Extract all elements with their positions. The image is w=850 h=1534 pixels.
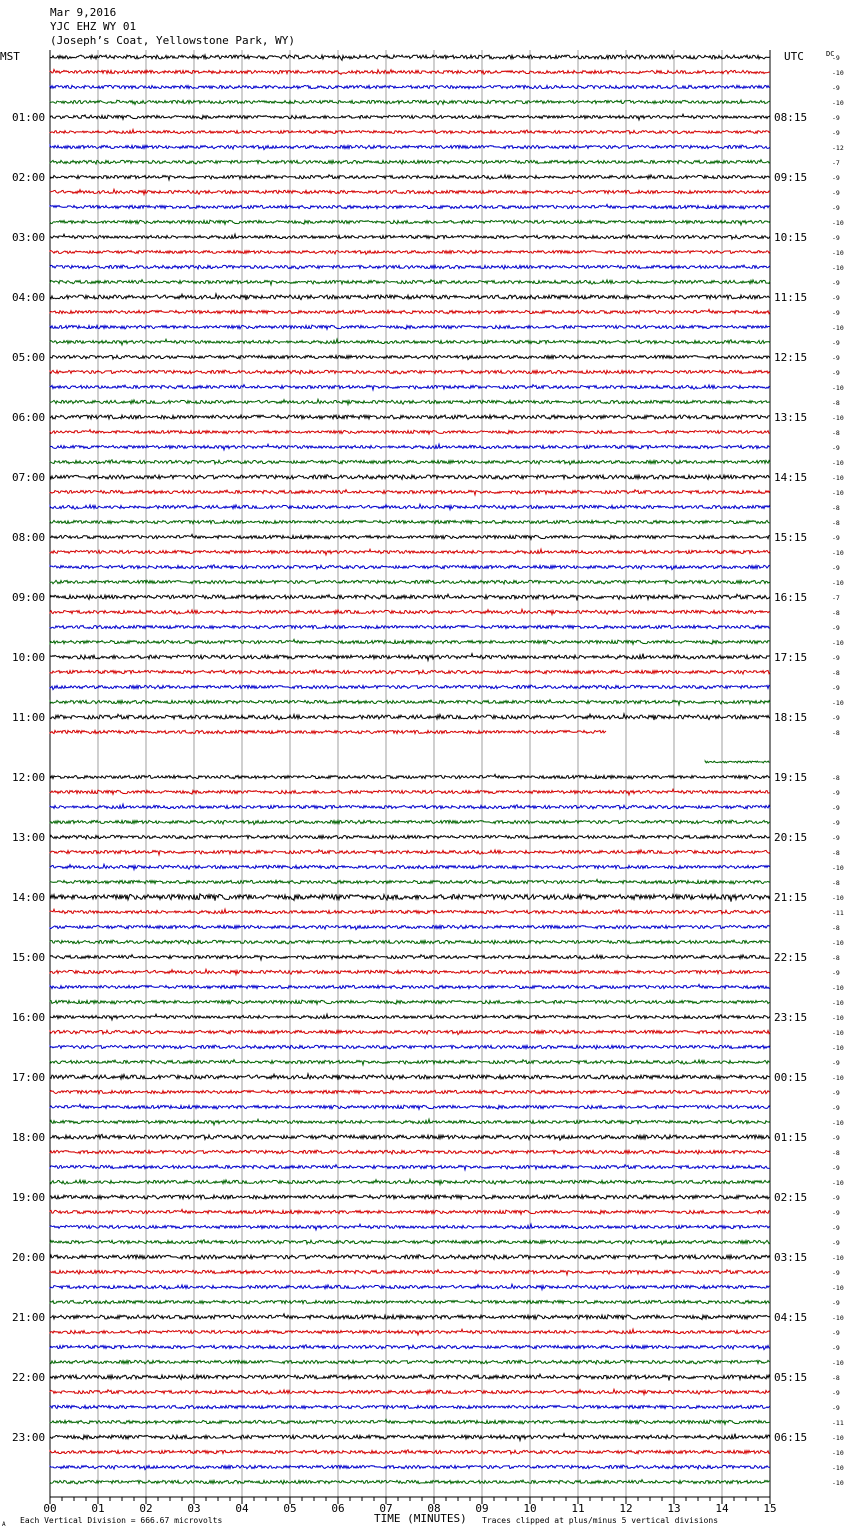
dc-offset-label: -7 xyxy=(832,594,840,602)
seismic-trace xyxy=(50,1224,770,1230)
dc-offset-label: -9 xyxy=(832,114,840,122)
mst-hour-label: 07:00 xyxy=(12,471,46,484)
seismic-trace xyxy=(50,894,770,902)
dc-offset-label: -9 xyxy=(832,624,840,632)
dc-offset-label: -8 xyxy=(832,924,840,932)
dc-offset-label: -9 xyxy=(832,1404,840,1412)
seismic-trace xyxy=(50,1119,770,1125)
dc-offset-label: -9 xyxy=(832,1329,840,1337)
dc-offset-label: -10 xyxy=(832,1029,844,1037)
seismic-trace xyxy=(50,984,770,988)
seismic-trace xyxy=(50,879,770,884)
x-tick-label: 01 xyxy=(91,1502,105,1515)
seismic-trace xyxy=(50,504,770,509)
utc-hour-label: 22:15 xyxy=(774,951,808,964)
seismic-trace xyxy=(50,220,770,225)
dc-offset-label: -10 xyxy=(832,1254,844,1262)
utc-hour-label: 08:15 xyxy=(774,111,808,124)
dc-offset-label: -10 xyxy=(832,579,844,587)
dc-offset-label: -8 xyxy=(832,849,840,857)
seismic-trace xyxy=(50,609,770,614)
dc-offset-label: -9 xyxy=(832,1089,840,1097)
seismic-trace xyxy=(50,1450,770,1454)
seismic-trace xyxy=(50,129,770,133)
dc-offset-label: -10 xyxy=(832,699,844,707)
dc-offset-label: -9 xyxy=(832,1059,840,1067)
seismic-trace xyxy=(50,1000,770,1004)
dc-offset-label: -9 xyxy=(832,804,840,812)
seismic-trace xyxy=(50,475,770,480)
utc-hour-label: 11:15 xyxy=(774,291,808,304)
seismic-trace xyxy=(50,1345,770,1350)
utc-hour-label: 01:15 xyxy=(774,1131,808,1144)
x-tick-label: 00 xyxy=(43,1502,57,1515)
seismic-trace xyxy=(50,114,770,120)
seismic-trace xyxy=(50,294,770,300)
mst-hour-label: 15:00 xyxy=(12,951,46,964)
seismic-trace xyxy=(50,1389,770,1394)
utc-hour-label: 04:15 xyxy=(774,1311,808,1324)
dc-offset-label: -9 xyxy=(832,354,840,362)
dc-offset-label: -8 xyxy=(832,774,840,782)
seismic-trace xyxy=(50,444,770,450)
mst-hour-label: 10:00 xyxy=(12,651,46,664)
dc-offset-label: -9 xyxy=(832,294,840,302)
utc-hour-label: 16:15 xyxy=(774,591,808,604)
x-tick-label: 14 xyxy=(715,1502,729,1515)
dc-offset-label: -10 xyxy=(832,939,844,947)
seismic-trace xyxy=(50,1179,770,1184)
dc-offset-label: -10 xyxy=(832,984,844,992)
dc-offset-label: -8 xyxy=(832,519,840,527)
seismic-trace xyxy=(50,864,770,869)
utc-hour-label: 12:15 xyxy=(774,351,808,364)
seismic-trace xyxy=(50,700,770,705)
seismic-trace xyxy=(50,1329,770,1335)
utc-hour-label: 18:15 xyxy=(774,711,808,724)
dc-offset-label: -9 xyxy=(832,1209,840,1217)
dc-offset-label: -8 xyxy=(832,729,840,737)
dc-offset-label: -10 xyxy=(832,264,844,272)
seismic-trace xyxy=(50,1255,770,1260)
utc-hour-label: 21:15 xyxy=(774,891,808,904)
dc-offset-label: -9 xyxy=(832,309,840,317)
x-tick-label: 11 xyxy=(571,1502,585,1515)
seismic-trace xyxy=(50,1104,770,1109)
seismic-trace xyxy=(50,385,770,390)
footer-corner-mark: A xyxy=(2,1521,6,1528)
seismic-trace xyxy=(50,325,770,329)
seismic-trace xyxy=(50,145,770,150)
seismic-trace xyxy=(50,55,770,60)
x-tick-label: 05 xyxy=(283,1502,297,1515)
mst-hour-label: 22:00 xyxy=(12,1371,46,1384)
x-tick-label: 06 xyxy=(331,1502,345,1515)
dc-offset-label: -8 xyxy=(832,1149,840,1157)
dc-offset-label: -9 xyxy=(832,174,840,182)
seismic-trace xyxy=(50,1374,770,1380)
mst-hour-label: 14:00 xyxy=(12,891,46,904)
seismic-trace xyxy=(50,370,770,374)
seismic-trace xyxy=(50,204,770,209)
dc-offset-label: -10 xyxy=(832,639,844,647)
mst-hour-label: 19:00 xyxy=(12,1191,46,1204)
seismic-trace xyxy=(50,1434,770,1441)
dc-offset-label: -10 xyxy=(832,549,844,557)
dc-offset-label: -10 xyxy=(832,1179,844,1187)
dc-offset-label: -10 xyxy=(832,1074,844,1082)
dc-offset-label: -8 xyxy=(832,504,840,512)
seismic-trace xyxy=(50,1030,770,1034)
dc-offset-label: -9 xyxy=(832,84,840,92)
mst-hour-label: 13:00 xyxy=(12,831,46,844)
x-tick-label: 07 xyxy=(379,1502,393,1515)
footer-scale-note: Each Vertical Division = 666.67 microvolts xyxy=(20,1516,223,1525)
dc-offset-label: -9 xyxy=(832,54,840,62)
dc-offset-label: -9 xyxy=(832,369,840,377)
seismic-trace xyxy=(50,789,770,795)
seismic-trace xyxy=(50,670,770,674)
seismic-trace xyxy=(50,1240,770,1245)
x-tick-label: 04 xyxy=(235,1502,249,1515)
seismic-trace xyxy=(50,520,770,523)
seismic-trace xyxy=(50,774,770,779)
dc-offset-label: -8 xyxy=(832,669,840,677)
dc-offset-label: -9 xyxy=(832,1134,840,1142)
seismic-trace xyxy=(50,234,770,239)
dc-offset-label: -10 xyxy=(832,864,844,872)
seismic-trace xyxy=(50,654,770,661)
seismic-trace xyxy=(50,1134,770,1140)
dc-offset-header: DC xyxy=(826,50,835,58)
x-tick-label: 03 xyxy=(187,1502,201,1515)
dc-offset-label: -10 xyxy=(832,489,844,497)
left-timezone-label: MST xyxy=(0,50,20,63)
dc-offset-label: -9 xyxy=(832,1299,840,1307)
seismic-trace xyxy=(50,1090,770,1093)
mst-hour-label: 01:00 xyxy=(12,111,46,124)
dc-offset-label: -9 xyxy=(832,1239,840,1247)
seismic-trace xyxy=(50,399,770,404)
utc-hour-label: 13:15 xyxy=(774,411,808,424)
dc-offset-label: -10 xyxy=(832,384,844,392)
dc-offset-label: -10 xyxy=(832,1119,844,1127)
mst-hour-label: 18:00 xyxy=(12,1131,46,1144)
dc-offset-label: -10 xyxy=(832,324,844,332)
utc-hour-label: 05:15 xyxy=(774,1371,808,1384)
mst-hour-label: 20:00 xyxy=(12,1251,46,1264)
utc-hour-label: 10:15 xyxy=(774,231,808,244)
dc-offset-label: -9 xyxy=(832,969,840,977)
x-axis-label: TIME (MINUTES) xyxy=(374,1512,467,1525)
dc-offset-label: -11 xyxy=(832,1419,844,1427)
dc-offset-label: -9 xyxy=(832,1224,840,1232)
seismic-trace xyxy=(50,804,770,809)
dc-offset-label: -9 xyxy=(832,204,840,212)
seismic-trace xyxy=(50,1405,770,1408)
dc-offset-label: -9 xyxy=(832,534,840,542)
seismic-trace xyxy=(705,761,769,763)
seismic-trace xyxy=(50,265,770,269)
right-timezone-label: UTC xyxy=(784,50,804,63)
dc-offset-label: -9 xyxy=(832,129,840,137)
seismic-trace xyxy=(50,1465,770,1470)
dc-offset-label: -10 xyxy=(832,1014,844,1022)
dc-offset-label: -10 xyxy=(832,1359,844,1367)
mst-hour-label: 08:00 xyxy=(12,531,46,544)
seismic-trace xyxy=(50,1165,770,1170)
seismic-trace xyxy=(50,1270,770,1275)
seismic-trace xyxy=(50,925,770,929)
seismic-trace xyxy=(50,460,770,465)
dc-offset-label: -10 xyxy=(832,1434,844,1442)
dc-offset-label: -10 xyxy=(832,249,844,257)
dc-offset-label: -8 xyxy=(832,879,840,887)
dc-offset-label: -9 xyxy=(832,789,840,797)
dc-offset-label: -9 xyxy=(832,279,840,287)
dc-offset-label: -8 xyxy=(832,954,840,962)
dc-offset-label: -10 xyxy=(832,459,844,467)
x-tick-label: 08 xyxy=(427,1502,441,1515)
seismic-trace xyxy=(50,1150,770,1154)
utc-hour-label: 02:15 xyxy=(774,1191,808,1204)
seismic-trace xyxy=(50,160,770,164)
seismic-trace xyxy=(50,1300,770,1303)
dc-offset-label: -10 xyxy=(832,414,844,422)
seismic-trace xyxy=(50,580,770,584)
x-tick-label: 02 xyxy=(139,1502,153,1515)
x-tick-label: 13 xyxy=(667,1502,681,1515)
dc-offset-label: -8 xyxy=(832,429,840,437)
dc-offset-label: -10 xyxy=(832,69,844,77)
dc-offset-label: -9 xyxy=(832,564,840,572)
seismic-trace xyxy=(50,1195,770,1199)
footer-clip-note: Traces clipped at plus/minus 5 vertical divisions xyxy=(482,1516,719,1525)
x-tick-label: 10 xyxy=(523,1502,537,1515)
dc-offset-label: -10 xyxy=(832,1284,844,1292)
dc-offset-label: -9 xyxy=(832,189,840,197)
dc-offset-label: -8 xyxy=(832,1374,840,1382)
dc-offset-label: -9 xyxy=(832,339,840,347)
dc-offset-label: -9 xyxy=(832,1164,840,1172)
mst-hour-label: 04:00 xyxy=(12,291,46,304)
x-tick-label: 15 xyxy=(763,1502,777,1515)
utc-hour-label: 20:15 xyxy=(774,831,808,844)
plot-location: (Joseph’s Coat, Yellowstone Park, WY) xyxy=(50,34,296,47)
dc-offset-label: -10 xyxy=(832,474,844,482)
dc-offset-label: -10 xyxy=(832,999,844,1007)
plot-station: YJC EHZ WY 01 xyxy=(50,20,137,33)
dc-offset-label: -9 xyxy=(832,444,840,452)
dc-offset-label: -9 xyxy=(832,654,840,662)
seismic-trace xyxy=(50,280,770,285)
seismic-trace xyxy=(50,69,770,74)
dc-offset-label: -8 xyxy=(832,609,840,617)
seismic-trace xyxy=(50,730,606,733)
seismic-trace xyxy=(50,189,770,194)
seismic-trace xyxy=(50,355,770,359)
seismic-trace xyxy=(50,820,770,825)
dc-offset-label: -7 xyxy=(832,159,840,167)
utc-hour-label: 03:15 xyxy=(774,1251,808,1264)
dc-offset-label: -12 xyxy=(832,144,844,152)
dc-offset-label: -10 xyxy=(832,99,844,107)
seismic-trace xyxy=(50,1014,770,1020)
seismic-trace xyxy=(50,1360,770,1364)
dc-offset-label: -9 xyxy=(832,1194,840,1202)
seismic-trace xyxy=(50,714,770,720)
dc-offset-label: -10 xyxy=(832,1044,844,1052)
seismic-trace xyxy=(50,850,770,855)
mst-hour-label: 02:00 xyxy=(12,171,46,184)
seismic-trace xyxy=(50,909,770,914)
mst-hour-label: 21:00 xyxy=(12,1311,46,1324)
dc-offset-label: -10 xyxy=(832,219,844,227)
seismic-trace xyxy=(50,251,770,255)
dc-offset-label: -9 xyxy=(832,684,840,692)
seismic-trace xyxy=(50,415,770,419)
mst-hour-label: 05:00 xyxy=(12,351,46,364)
seismic-trace xyxy=(50,1480,770,1484)
plot-date: Mar 9,2016 xyxy=(50,6,117,19)
x-tick-label: 12 xyxy=(619,1502,633,1515)
dc-offset-label: -9 xyxy=(832,714,840,722)
seismic-trace xyxy=(50,1419,770,1424)
mst-hour-label: 16:00 xyxy=(12,1011,46,1024)
mst-hour-label: 17:00 xyxy=(12,1071,46,1084)
seismic-trace xyxy=(50,549,770,555)
seismic-trace xyxy=(50,339,770,345)
dc-offset-label: -9 xyxy=(832,834,840,842)
seismic-trace xyxy=(50,490,770,495)
dc-offset-label: -9 xyxy=(832,819,840,827)
seismic-trace xyxy=(50,85,770,88)
utc-hour-label: 23:15 xyxy=(774,1011,808,1024)
mst-hour-label: 06:00 xyxy=(12,411,46,424)
utc-hour-label: 06:15 xyxy=(774,1431,808,1444)
dc-offset-label: -9 xyxy=(832,234,840,242)
seismic-trace xyxy=(50,1060,770,1065)
seismic-trace xyxy=(50,1209,770,1214)
seismic-trace xyxy=(50,175,770,180)
utc-hour-label: 17:15 xyxy=(774,651,808,664)
utc-hour-label: 19:15 xyxy=(774,771,808,784)
mst-hour-label: 11:00 xyxy=(12,711,46,724)
seismic-trace xyxy=(50,835,770,839)
utc-hour-label: 00:15 xyxy=(774,1071,808,1084)
mst-hour-label: 03:00 xyxy=(12,231,46,244)
seismic-trace xyxy=(50,685,770,690)
seismic-trace xyxy=(50,1314,770,1320)
dc-offset-label: -9 xyxy=(832,1344,840,1352)
seismic-trace xyxy=(50,639,770,644)
mst-hour-label: 12:00 xyxy=(12,771,46,784)
seismic-trace xyxy=(50,969,770,974)
seismic-trace xyxy=(50,309,770,313)
seismic-trace xyxy=(50,1284,770,1289)
utc-hour-label: 14:15 xyxy=(774,471,808,484)
seismic-trace xyxy=(50,1045,770,1049)
utc-hour-label: 15:15 xyxy=(774,531,808,544)
seismic-trace xyxy=(50,534,770,539)
dc-offset-label: -11 xyxy=(832,909,844,917)
dc-offset-label: -10 xyxy=(832,1464,844,1472)
dc-offset-label: -9 xyxy=(832,1389,840,1397)
mst-hour-label: 23:00 xyxy=(12,1431,46,1444)
dc-offset-label: -9 xyxy=(832,1104,840,1112)
seismic-trace xyxy=(50,955,770,960)
dc-offset-label: -8 xyxy=(832,399,840,407)
seismic-trace xyxy=(50,940,770,944)
seismic-trace xyxy=(50,565,770,570)
seismic-trace xyxy=(50,430,770,434)
dc-offset-label: -10 xyxy=(832,1449,844,1457)
seismic-trace xyxy=(50,100,770,105)
dc-offset-label: -10 xyxy=(832,1314,844,1322)
dc-offset-label: -10 xyxy=(832,894,844,902)
mst-hour-label: 09:00 xyxy=(12,591,46,604)
utc-hour-label: 09:15 xyxy=(774,171,808,184)
seismic-trace xyxy=(50,594,770,600)
dc-offset-label: -10 xyxy=(832,1479,844,1487)
dc-offset-label: -9 xyxy=(832,1269,840,1277)
seismic-trace xyxy=(50,1074,770,1080)
x-tick-label: 09 xyxy=(475,1502,489,1515)
seismic-trace xyxy=(50,625,770,628)
